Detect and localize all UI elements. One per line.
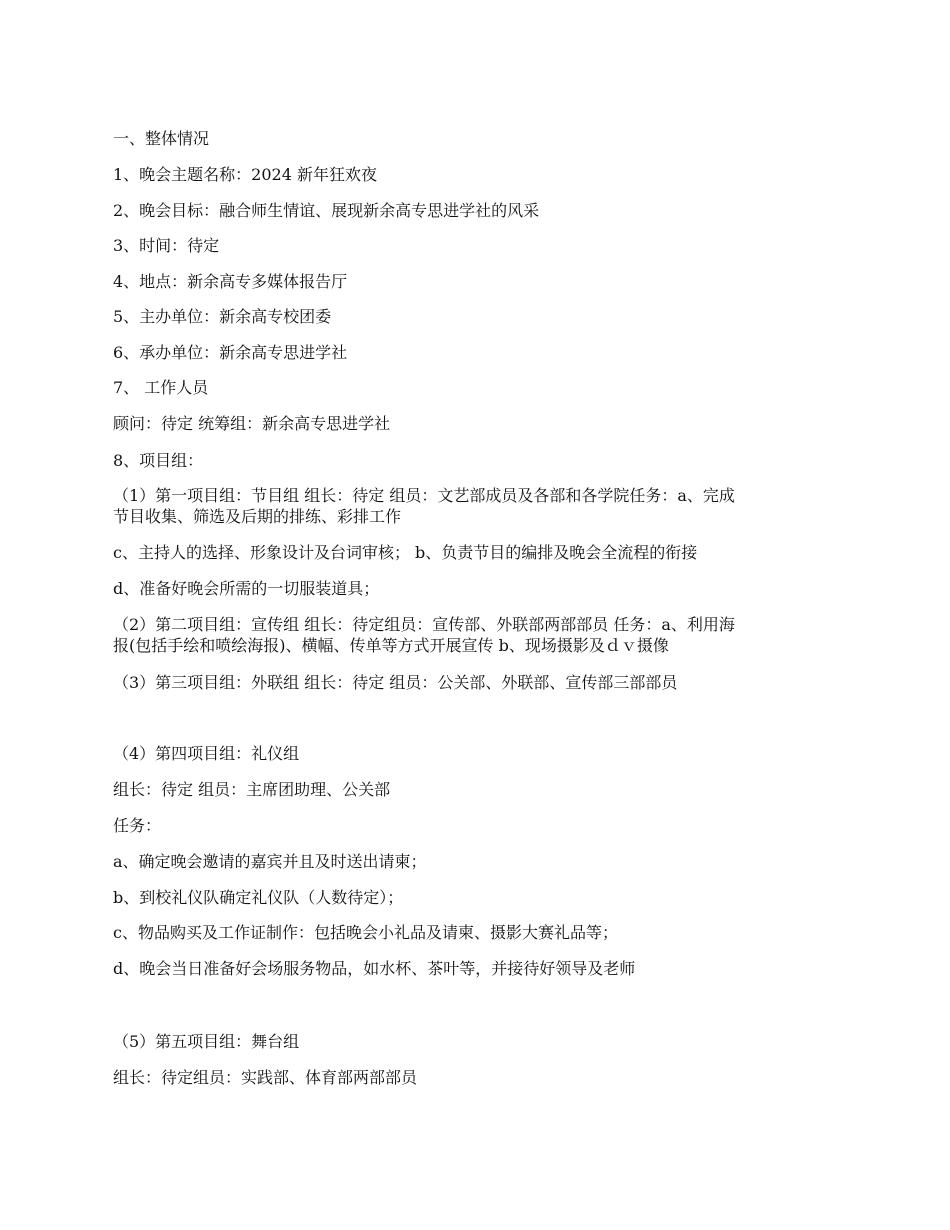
item-theme: 1、晚会主题名称：2024 新年狂欢夜 (113, 165, 377, 184)
item-location: 4、地点：新余高专多媒体报告厅 (113, 272, 348, 291)
group-3: （3）第三项目组：外联组 组长：待定 组员：公关部、外联部、宣传部三部部员 (113, 673, 678, 692)
group-1-line-1: （1）第一项目组：节目组 组长：待定 组员：文艺部成员及各部和各学院任务：a、完成 (113, 486, 735, 505)
group-1-task-d: d、准备好晚会所需的一切服装道具； (113, 579, 380, 598)
group-5-title: （5）第五项目组：舞台组 (113, 1032, 300, 1051)
group-5-members: 组长：待定组员：实践部、体育部两部部员 (113, 1068, 418, 1087)
group-2-line-2: 报(包括手绘和喷绘海报)、横幅、传单等方式开展宣传 b、现场摄影及ｄｖ摄像 (113, 636, 669, 655)
group-4-task-c: c、物品购买及工作证制作：包括晚会小礼品及请柬、摄影大赛礼品等； (113, 923, 618, 942)
item-co-organizer: 6、承办单位：新余高专思进学社 (113, 343, 348, 362)
item-organizer: 5、主办单位：新余高专校团委 (113, 307, 332, 326)
group-4-tasks-label: 任务： (113, 816, 162, 835)
item-staff: 7、 工作人员 (113, 378, 209, 397)
staff-advisor: 顾问：待定 统筹组：新余高专思进学社 (113, 414, 391, 433)
item-goal: 2、晚会目标：融合师生情谊、展现新余高专思进学社的风采 (113, 201, 540, 220)
group-4-task-a: a、确定晚会邀请的嘉宾并且及时送出请柬； (113, 852, 427, 871)
group-4-task-d: d、晚会当日准备好会场服务物品，如水杯、茶叶等，并接待好领导及老师 (113, 959, 636, 978)
group-1-line-2: 节目收集、筛选及后期的排练、彩排工作 (113, 507, 402, 526)
group-4-task-b: b、到校礼仪队确定礼仪队（人数待定）； (113, 888, 404, 907)
item-project-groups: 8、项目组： (113, 451, 204, 470)
group-4-title: （4）第四项目组：礼仪组 (113, 744, 300, 763)
item-time: 3、时间：待定 (113, 236, 220, 255)
group-2-line-1: （2）第二项目组：宣传组 组长：待定组员：宣传部、外联部两部部员 任务：a、利用海 (113, 615, 735, 634)
section-heading: 一、整体情况 (113, 129, 210, 148)
group-1-task-c: c、主持人的选择、形象设计及台词审核； b、负责节目的编排及晚会全流程的衔接 (113, 543, 698, 562)
group-4-members: 组长：待定 组员：主席团助理、公关部 (113, 780, 391, 799)
